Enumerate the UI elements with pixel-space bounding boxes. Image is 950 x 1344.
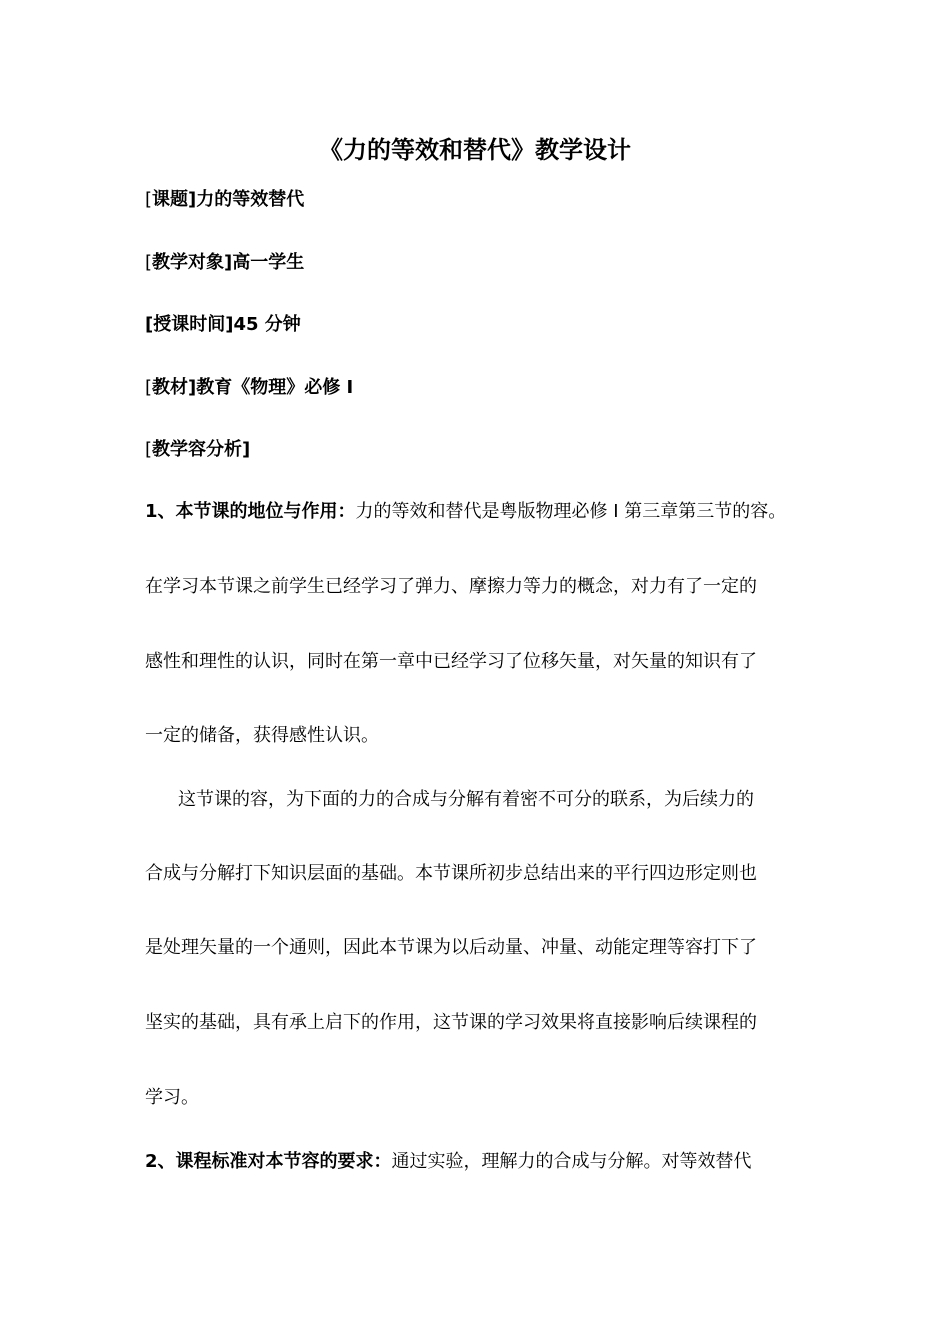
meta-audience [145, 250, 304, 276]
meta-text: 教学容分析] [152, 439, 251, 460]
section1-first-line [145, 499, 786, 525]
meta-textbook [145, 375, 353, 401]
paragraph-line: 这节课的容，为下面的力的合成与分解有着密不可分的联系，为后续力的 [178, 789, 754, 810]
meta-text: 教学对象]高一学生 [152, 252, 305, 273]
paragraph-line: 是处理矢量的一个通则，因此本节课为以后动量、冲量、动能定理等容打下了 [145, 937, 757, 958]
document-title: 《力的等效和替代》教学设计 [319, 136, 631, 164]
meta-bracket: [ [145, 377, 153, 398]
meta-text: 课题]力的等效替代 [152, 189, 305, 210]
paragraph-line: 力的等效和替代是粤版物理必修 I 第三章第三节的容。 [355, 501, 787, 522]
paragraph-line: 坚实的基础，具有承上启下的作用，这节课的学习效果将直接影响后续课程的 [145, 1012, 757, 1033]
meta-topic [145, 187, 304, 213]
meta-bracket: [ [145, 252, 153, 273]
paragraph-line: 通过实验，理解力的合成与分解。对等效替代 [391, 1151, 752, 1172]
section2-first-line [145, 1149, 752, 1175]
paragraph-line: 一定的储备，获得感性认识。 [145, 725, 379, 746]
paragraph-line: 学习。 [145, 1087, 199, 1108]
meta-duration [145, 312, 301, 338]
paragraph-line: 感性和理性的认识，同时在第一章中已经学习了位移矢量，对矢量的知识有了 [145, 651, 757, 672]
meta-text: 教材]教育《物理》必修 I [152, 377, 354, 398]
meta-bracket: [ [145, 439, 153, 460]
paragraph-line: 在学习本节课之前学生已经学习了弹力、摩擦力等力的概念，对力有了一定的 [145, 576, 757, 597]
meta-bracket: [ [145, 189, 153, 210]
section1-heading: 1、本节课的地位与作用： [145, 501, 356, 522]
meta-text: [授课时间]45 分钟 [145, 314, 301, 335]
meta-analysis [145, 437, 250, 463]
paragraph-line: 合成与分解打下知识层面的基础。本节课所初步总结出来的平行四边形定则也 [145, 863, 757, 884]
section2-heading: 2、课程标准对本节容的要求： [145, 1151, 392, 1172]
